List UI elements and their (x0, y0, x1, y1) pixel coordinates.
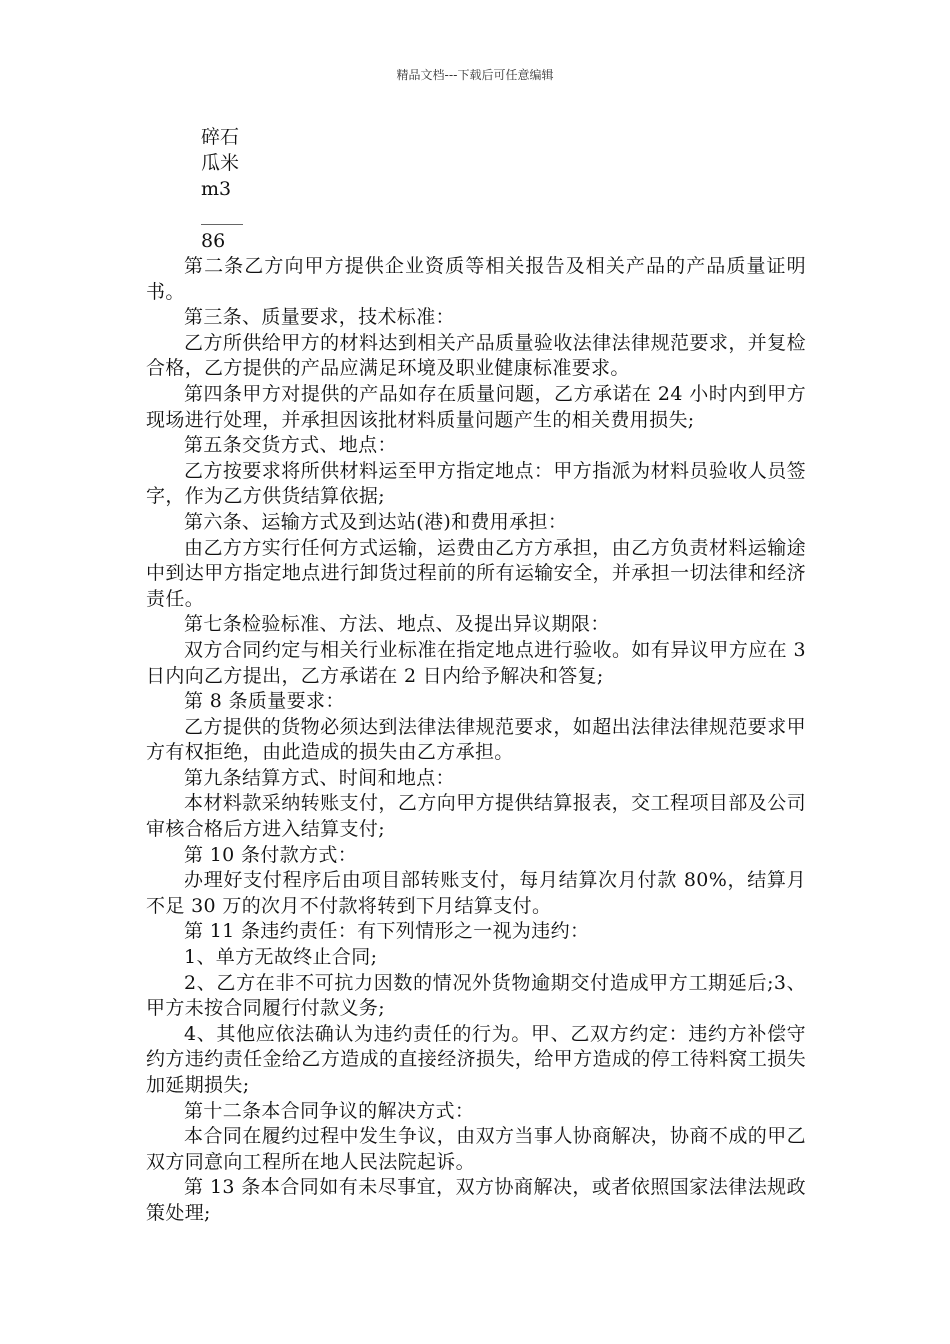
clause-3-text: 乙方所供给甲方的材料达到相关产品质量验收法律法律规范要求，并复检合格，乙方提供的产品应满足环境及职业健康标准要求。 (146, 331, 806, 380)
clause-12-heading: 第十二条本合同争议的解决方式： (184, 1099, 475, 1122)
clause-12-text: 本合同在履约过程中发生争议，由双方当事人协商解决，协商不成的甲乙双方同意向工程所在地人民法院起诉。 (146, 1125, 806, 1173)
material-name: 碎石 (201, 126, 240, 148)
contract-body (146, 254, 806, 1227)
clause-10-heading: 第 10 条付款方式： (184, 843, 358, 866)
clause-7-text: 双方合同约定与相关行业标准在指定地点进行验收。如有异议甲方应在 3 日内向乙方提出，乙方承诺在 2 日内给予解决和答复; (146, 638, 806, 687)
clause-4: 第四条甲方对提供的产品如存在质量问题，乙方承诺在 24 小时内到甲方现场进行处理，并承担因该批材料质量问题产生的相关费用损失; (146, 382, 806, 431)
clause-7-heading: 第七条检验标准、方法、地点、及提出异议期限： (184, 613, 610, 636)
page-header: 精品文档---下载后可任意编辑 (396, 68, 554, 82)
clause-11-item-1: 1、单方无故终止合同; (184, 946, 378, 969)
clause-9-heading: 第九条结算方式、时间和地点： (184, 766, 455, 789)
clause-6-heading: 第六条、运输方式及到达站(港)和费用承担： (184, 510, 568, 533)
material-item (201, 124, 239, 254)
clause-5-text: 乙方按要求将所供材料运至甲方指定地点：甲方指派为材料员验收人员签字，作为乙方供货结算依据; (146, 459, 806, 508)
blank-underline (201, 202, 239, 228)
material-quantity: 86 (201, 230, 226, 252)
clause-11-heading: 第 11 条违约责任：有下列情形之一视为违约： (184, 920, 590, 943)
clause-10-text: 办理好支付程序后由项目部转账支付，每月结算次月付款 80%，结算月不足 30 万的次月不付款将转到下月结算支付。 (146, 869, 806, 917)
material-spec: 瓜米 (201, 152, 240, 174)
clause-9-text: 本材料款采纳转账支付，乙方向甲方提供结算报表，交工程项目部及公司审核合格后方进入结算支付; (146, 792, 806, 841)
clause-11-item-2-3: 2、乙方在非不可抗力因数的情况外货物逾期交付造成甲方工期延后;3、甲方未按合同履行付款义务; (146, 971, 806, 1020)
clause-8-text: 乙方提供的货物必须达到法律法律规范要求，如超出法律法律规范要求甲方有权拒绝，由此造成的损失由乙方承担。 (146, 715, 806, 764)
material-unit: m3 (201, 178, 232, 200)
clause-13: 第 13 条本合同如有未尽事宜，双方协商解决，或者依照国家法律法规政策处理; (146, 1176, 806, 1224)
clause-11-item-4: 4、其他应依法确认为违约责任的行为。甲、乙双方约定：违约方补偿守约方违约责任金给乙方造成的直接经济损失，给甲方造成的停工待料窝工损失加延期损失; (146, 1022, 806, 1096)
clause-6-text: 由乙方方实行任何方式运输，运费由乙方方承担，由乙方负责材料运输途中到达甲方指定地点进行卸货过程前的所有运输安全，并承担一切法律和经济责任。 (146, 536, 806, 610)
clause-2: 第二条乙方向甲方提供企业资质等相关报告及相关产品的产品质量证明书。 (146, 255, 806, 303)
clause-8-heading: 第 8 条质量要求： (184, 690, 345, 713)
clause-3-heading: 第三条、质量要求，技术标准： (184, 306, 455, 329)
clause-5-heading: 第五条交货方式、地点： (184, 434, 397, 457)
